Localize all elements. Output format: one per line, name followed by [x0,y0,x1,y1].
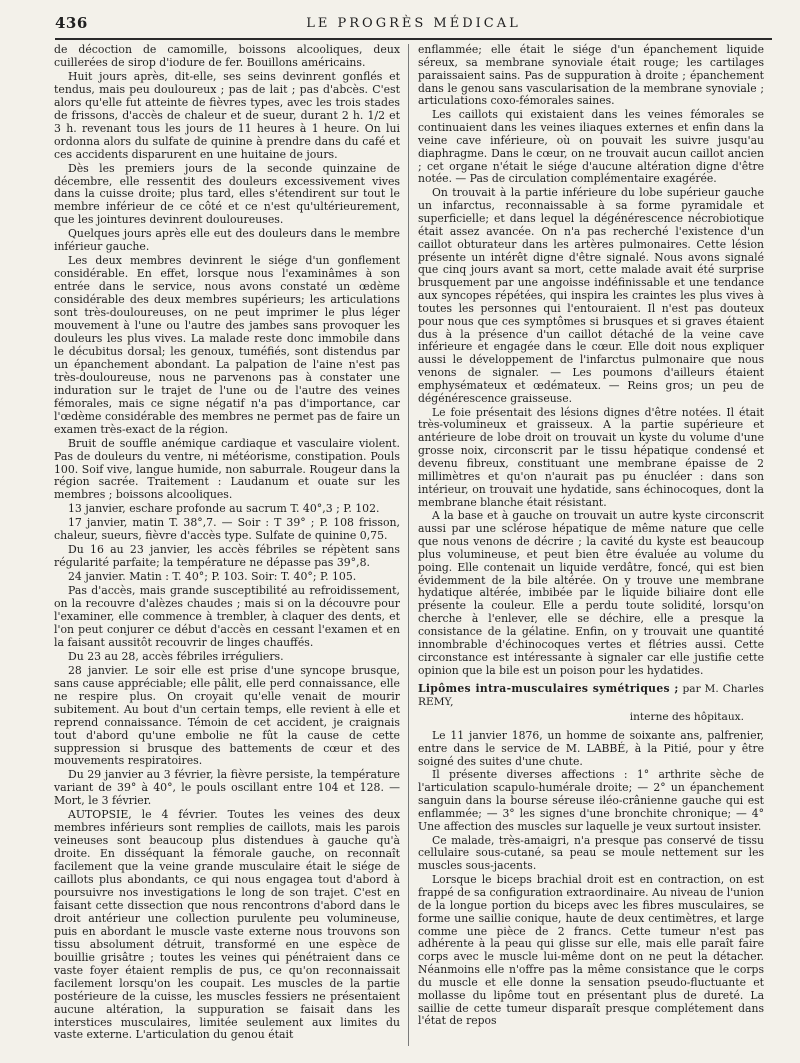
paragraph: 24 janvier. Matin : T. 40°; P. 103. Soir: T. 40°; P. 105. [68,570,357,584]
paragraph: enflammée; elle était le siége d'un épanchement liquide séreux, sa membrane synoviale était rouge; les cartilages paraissaient sains. Pas de suppuration à droite ; épanchement dans le genou sans vascularisation de la membrane synoviale ; articulations coxo-fémorales saines. [418,43,764,108]
paragraph: Lorsque le biceps brachial droit est en contraction, on est frappé de sa configuration extraordinaire. Au niveau de l'union de la longue portion du biceps avec les fibres musculaires, se forme une saillie conique, haute de deux centimètres, et large comme une pièce de 2 francs. Cette tumeur n'est pas adhérente à la peau qui glisse sur elle, mais elle paraît faire corps avec le muscle lui-même dont on ne peut la détacher. Néanmoins elle n'offre pas la même consistance que le corps du muscle et elle donne la sensation pseudo-fluctuante et mollasse du lipôme tout en présentant plus de dureté. La saillie de cette tumeur disparaît presque complétement dans l'état de repos [418,873,764,1028]
paragraph: Du 29 janvier au 3 février, la fièvre persiste, la température variant de 39° à 40°, le pouls oscillant entre 104 et 128. — Mort, le 3 février. [54,768,400,808]
section-heading [418,683,764,709]
paragraph: Bruit de souffle anémique cardiaque et vasculaire violent. Pas de douleurs du ventre, ni météorisme, constipation. Pouls 100. Soif vive, langue humide, non saburrale. Rougeur dans la région sacrée. Traitement : Laudanum et ouate sur les membres ; boissons alcooliques. [54,436,400,502]
paragraph: 28 janvier. Le soir elle est prise d'une syncope brusque, sans cause appréciable; elle pâlit, elle perd connaissance, elle ne respire plus. On croyait qu'elle venait de mourir subitement. Au bout d'un certain temps, elle revient à elle et reprend connaissance. Témoin de cet accident, je craignais tout d'abord qu'une embolie ne fût la cause de cette suppression si brusque des battements de cœur et des mouvements respiratoires. [54,663,400,768]
paragraph: Quelques jours après elle eut des douleurs dans le membre inférieur gauche. [54,227,400,254]
paragraph: A la base et à gauche on trouvait un autre kyste circonscrit aussi par une sclérose hépatique de même nature que celle que nous venons de décrire ; la cavité du kyste est beaucoup plus volumineuse, et peut bien être évaluée au volume du poing. Elle contenait un liquide verdâtre, foncé, qui est bien évidemment de la bile altérée. On y trouve une membrane hydatique altérée, imbibée par le liquide biliaire dont elle présente la couleur. Elle a perdu toute solidité, lorsqu'on cherche à l'enlever, elle se déchire, elle a presque la consistance de la gélatine. Enfin, on y trouvait une quantité innombrable d'échinocoques vertes et flétries aussi. Cette circonstance est intéressante à signaler car elle justifie cette opinion que la bile est un poison pour les hydatides. [418,509,764,677]
paragraph: On trouvait à la partie inférieure du lobe supérieur gauche un infarctus, reconnaissable à sa forme pyramidale et superficielle; et dans lequel la dégénérescence nécrobiotique était assez avancée. On n'a pas recherché l'existence d'un caillot obturateur dans les artères pulmonaires. Cette lésion présente un intérêt digne d'être signalé. Nous avons signalé que cinq jours avant sa mort, cette malade avait été surprise brusquement par une angoisse indéfinissable et une tendance aux syncopes répétées, qui inspira les craintes les plus vives à toutes les personnes qui l'entouraient. Il n'est pas douteux pour nous que ces symptômes si brusques et si graves étaient dus à la présence d'un caillot détaché de la veine cave inférieure et engagée dans le cœur. Elle doit nous expliquer aussi le développement de l'infarctus pulmonaire que nous venons de signaler. — Les poumons d'ailleurs étaient emphysémateux et œdémateux. — Reins gros; un peu de dégénérescence graisseuse. [418,186,764,405]
paragraph: Pas d'accès, mais grande susceptibilité au refroidissement, on la recouvre d'alèzes chaudes ; mais si on la découvre pour l'examiner, elle commence à trembler, à claquer des dents, et l'on peut conjurer ce début d'accès en cessant l'examen et en la faisant aussitôt recouvrir de linges chauffés. [54,584,400,649]
page-number: 436 [55,14,88,32]
right-text-column [418,44,764,1029]
column-divider [408,44,409,1046]
paragraph: AUTOPSIE, le 4 février. Toutes les veines des deux membres inférieurs sont remplies de caillots, mais les parois veineuses sont beaucoup plus distendues à gauche qu'à droite. En disséquant la fémorale gauche, on reconnaît facilement que la veine grande musculaire était le siége de caillots plus abondants, ce qui nous engagea tout d'abord à poursuivre nos investigations le long de son trajet. C'est en faisant cette dissection que nous rencontrons d'abord dans le droit antérieur une collection purulente peu volumineuse, puis en abordant le muscle vaste externe nous trouvons son tissu absolument détruit, transformé en une espèce de bouillie grisâtre ; toutes les veines qui pénétraient dans ce vaste foyer étaient remplis de pus, ce qu'on reconnaissait facilement lorsqu'on les coupait. Les muscles de la partie postérieure de la cuisse, les muscles fessiers ne présentaient aucune altération, la suppuration se faisait dans les interstices musculaires, limitée seulement aux limites du vaste externe. L'articulation du genou était [54,808,400,1042]
paragraph: Huit jours après, dit-elle, ses seins devinrent gonflés et tendus, mais peu douloureux ; pas de lait ; pas d'abcès. C'est alors qu'elle fut atteinte de fièvres types, avec les trois stades de frissons, d'accès de chaleur et de sueur, durant 2 h. 1/2 et 3 h. revenant tous les jours de 11 heures à 1 heure. On lui ordonna alors du sulfate de quinine à prendre dans du café et ces accidents disparurent en une huitaine de jours. [54,69,400,161]
paragraph: Le 11 janvier 1876, un homme de soixante ans, palfrenier, entre dans le service de M. LABBÉ, à la Pitié, pour y être soigné des suites d'une chute. [418,728,764,768]
paragraph: Du 16 au 23 janvier, les accès fébriles se répètent sans régularité parfaite; la température ne dépasse pas 39°,8. [54,543,400,570]
paragraph: 17 janvier, matin T. 38°,7. — Soir : T 39° ; P. 108 frisson, chaleur, sueurs, fièvre d'accès type. Sulfate de quinine 0,75. [54,516,400,543]
journal-title: LE PROGRÈS MÉDICAL [306,16,521,31]
paragraph: Les deux membres devinrent le siége d'un gonflement considérable. En effet, lorsque nous l'examinâmes à son entrée dans le service, nous avons constaté un œdème considérable des deux membres supérieurs; les articulations sont très-douloureuses, on ne peut imprimer le plus léger mouvement à l'une ou l'autre des jambes sans provoquer les douleurs les plus vives. La malade reste donc immobile dans le décubitus dorsal; les genoux, tuméfiés, sont distendus par un épanchement abondant. La palpation de l'aine n'est pas très-douloureuse, nous ne parvenons pas à constater une induration sur le trajet de l'une ou de l'autre des veines fémorales, mais ce signe négatif n'a pas d'importance, car l'œdème considérable des membres ne permet pas de faire un examen très-exact de la région. [54,254,400,436]
paragraph: 13 janvier, eschare profonde au sacrum T. 40°,3 ; P. 102. [68,502,380,516]
paragraph: Il présente diverses affections : 1° arthrite sèche de l'articulation scapulo-humérale droite; — 2° un épanchement sanguin dans la bourse séreuse iléo-crânienne gauche qui est enflammée; — 3° les signes d'une bronchite chronique; — 4° Une affection des muscles sur laquelle je veux surtout insister. [418,768,764,833]
paragraph: Ce malade, très-amaigri, n'a presque pas conservé de tissu cellulaire sous-cutané, sa peau se moule nettement sur les muscles sous-jacents. [418,833,764,873]
paragraph: Dès les premiers jours de la seconde quinzaine de décembre, elle ressentit des douleurs excessivement vives dans la cuisse droite; plus tard, elles s'étendirent sur tout le membre inférieur de ce côté et ce n'est qu'ultérieurement, que les jointures devinrent douloureuses. [54,161,400,227]
section-title: Lipômes intra-musculaires symétriques ; [418,682,679,696]
page-header [55,14,772,40]
paragraph: Le foie présentait des lésions dignes d'être notées. Il était très-volumineux et graisseux. A la partie supérieure et antérieure de lobe droit on trouvait un kyste du volume d'une grosse noix, circonscrit par le tissu hépatique condensé et devenu fibreux, constituant une membrane épaisse de 2 millimètres et qu'on n'aurait pas pu énucléer : dans son intérieur, on trouvait une hydatide, sans échinocoques, dont la membrane blanche était résistant. [418,405,764,509]
section-byline: par M. Charles REMY, [418,683,764,709]
paragraph: Du 23 au 28, accès fébriles irréguliers. [68,649,284,663]
paragraph: Les caillots qui existaient dans les veines fémorales se continuaient dans les veines iliaques externes et enfin dans la veine cave inférieure, où on pouvait les suivre jusqu'au diaphragme. Dans le cœur, on ne trouvait aucun caillot ancien ; cet organe n'était le siége d'aucune altération digne d'être notée. — Pas de circulation complémentaire exagérée. [418,108,764,186]
author-affiliation: interne des hôpitaux. [629,711,744,724]
left-text-column [54,44,400,1043]
paragraph: de décoction de camomille, boissons alcooliques, deux cuillerées de sirop d'iodure de fer. Bouillons américains. [54,43,400,69]
